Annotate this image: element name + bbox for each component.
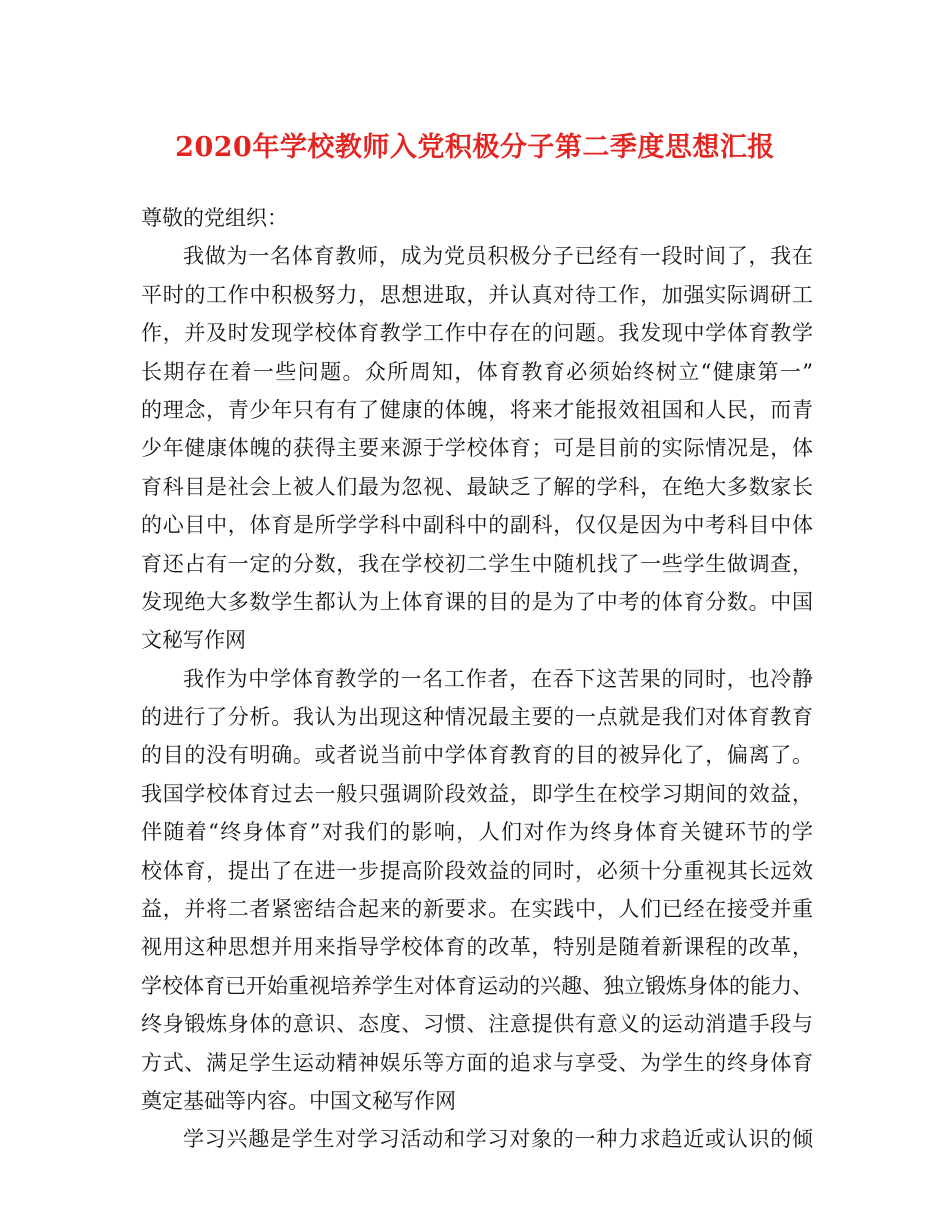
paragraph-1-line: 发现绝大多数学生都认为上体育课的目的是为了中考的体育分数。中国 (141, 589, 813, 614)
paragraph-2-line: 校体育，提出了在进一步提高阶段效益的同时，必须十分重视其长远效 (141, 858, 813, 883)
paragraph-1-line: 长期存在着一些问题。众所周知，体育教育必须始终树立“健康第一” (141, 359, 813, 384)
paragraph-3-line: 学习兴趣是学生对学习活动和学习对象的一种力求趋近或认识的倾 (183, 1127, 813, 1152)
paragraph-1-line: 育还占有一定的分数，我在学校初二学生中随机找了一些学生做调查， (141, 551, 813, 576)
paragraph-2-line: 方式、满足学生运动精神娱乐等方面的追求与享受、为学生的终身体育 (141, 1050, 813, 1075)
salutation: 尊敬的党组织： (141, 206, 288, 230)
paragraph-1-line: 的理念，青少年只有有了健康的体魄，将来才能报效祖国和人民，而青 (141, 397, 813, 422)
document-body (141, 199, 813, 1159)
paragraph-2-line: 奠定基础等内容。中国文秘写作网 (141, 1088, 456, 1113)
paragraph-2-line: 伴随着“终身体育”对我们的影响，人们对作为终身体育关键环节的学 (141, 820, 813, 845)
paragraph-1-line: 文秘写作网 (141, 628, 246, 653)
paragraph-1-line: 少年健康体魄的获得主要来源于学校体育；可是目前的实际情况是，体 (141, 436, 813, 461)
document-title: 2020年学校教师入党积极分子第二季度思想汇报 (175, 132, 775, 163)
paragraph-2-line: 的目的没有明确。或者说当前中学体育教育的目的被异化了，偏离了。 (141, 743, 813, 768)
paragraph-2-line: 视用这种思想并用来指导学校体育的改革，特别是随着新课程的改革， (141, 935, 813, 960)
paragraph-1-line: 平时的工作中积极努力，思想进取，并认真对待工作，加强实际调研工 (141, 282, 813, 307)
paragraph-1-line: 作，并及时发现学校体育教学工作中存在的问题。我发现中学体育教学 (141, 321, 813, 346)
paragraph-2-line: 的进行了分析。我认为出现这种情况最主要的一点就是我们对体育教育 (141, 705, 813, 730)
paragraph-1-line: 我做为一名体育教师，成为党员积极分子已经有一段时间了，我在 (183, 244, 813, 269)
paragraph-1-line: 的心目中，体育是所学学科中副科中的副科，仅仅是因为中考科目中体 (141, 513, 813, 538)
paragraph-2-line: 我国学校体育过去一般只强调阶段效益，即学生在校学习期间的效益， (141, 781, 813, 806)
paragraph-1-line: 育科目是社会上被人们最为忽视、最缺乏了解的学科，在绝大多数家长 (141, 474, 813, 499)
paragraph-2-line: 终身锻炼身体的意识、态度、习惯、注意提供有意义的运动消遣手段与 (141, 1012, 813, 1037)
paragraph-2-line: 学校体育已开始重视培养学生对体育运动的兴趣、独立锻炼身体的能力、 (141, 973, 813, 998)
paragraph-2-line: 益，并将二者紧密结合起来的新要求。在实践中，人们已经在接受并重 (141, 897, 813, 922)
paragraph-2-line: 我作为中学体育教学的一名工作者，在吞下这苦果的同时，也冷静 (183, 666, 813, 691)
